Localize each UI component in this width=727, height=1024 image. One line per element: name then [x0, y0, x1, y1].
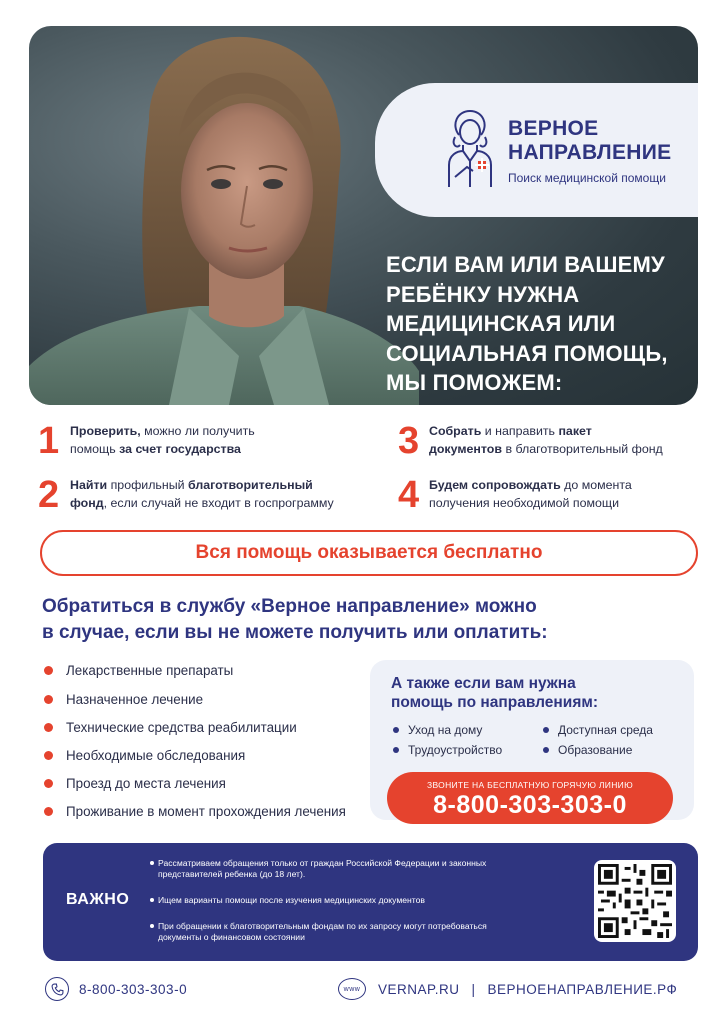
- brand-name-line1: ВЕРНОЕ: [508, 117, 599, 140]
- www-globe-icon: www: [338, 978, 366, 1000]
- list-item: Технические средства реабилитации: [44, 718, 297, 736]
- important-note: Рассматриваем обращения только от граждан Российской Федерации и законных представителей ребенка (до 18 лет).: [158, 858, 487, 879]
- step-text: Найти профильный благотворительный фонд, если случай не входит в госпрограмму: [70, 478, 334, 510]
- list-item: Проезд до места лечения: [44, 774, 226, 792]
- bullet-icon: [44, 695, 53, 704]
- headline-line: МЫ ПОМОЖЕМ:: [386, 370, 563, 395]
- footer-websites: [338, 976, 677, 1002]
- qr-code[interactable]: [594, 860, 676, 942]
- headline-line: РЕБЁНКУ НУЖНА: [386, 281, 580, 307]
- site-link-vernap[interactable]: VERNAP.RU: [378, 981, 460, 997]
- hero-headline: [386, 250, 698, 398]
- direction-item: Доступная среда: [543, 723, 653, 737]
- additional-directions-title: А также если вам нужна помощь по направлениям:: [391, 675, 598, 711]
- list-item: Лекарственные препараты: [44, 661, 233, 679]
- contact-title: [42, 594, 682, 646]
- list-item: Необходимые обследования: [44, 746, 245, 764]
- contact-title-line: Обратиться в службу «Верное направление» можно: [42, 596, 537, 617]
- step-text: Будем сопровождать до момента получения необходимой помощи: [429, 478, 632, 510]
- bullet-icon: [44, 723, 53, 732]
- brand-name-line2: НАПРАВЛЕНИЕ: [508, 141, 672, 164]
- bullet-icon: [44, 751, 53, 760]
- site-link-rf[interactable]: ВЕРНОЕНАПРАВЛЕНИЕ.РФ: [487, 981, 678, 997]
- step-text: Собрать и направить пакет документов в благотворительный фонд: [429, 424, 663, 456]
- hotline-button[interactable]: [387, 772, 673, 824]
- important-label: ВАЖНО: [66, 891, 130, 908]
- step-number: 2: [38, 474, 60, 516]
- contact-title-line: в случае, если вы не можете получить или оплатить:: [42, 622, 548, 643]
- direction-item: Трудоустройство: [393, 743, 502, 757]
- bullet-icon: [44, 779, 53, 788]
- free-help-text: Вся помощь оказывается бесплатно: [195, 542, 543, 563]
- hotline-label: ЗВОНИТЕ НА БЕСПЛАТНУЮ ГОРЯЧУЮ ЛИНИЮ: [427, 780, 633, 790]
- footer-phone[interactable]: [45, 976, 187, 1002]
- step-number: 1: [38, 420, 60, 462]
- step-number: 4: [398, 474, 420, 516]
- footer-separator: |: [471, 981, 476, 997]
- step-text: Проверить, можно ли получить помощь за счет государства: [70, 424, 255, 456]
- important-panel: [43, 843, 698, 961]
- bullet-icon: [393, 747, 399, 753]
- list-item: Назначенное лечение: [44, 690, 203, 708]
- logo-card: [375, 83, 698, 217]
- bullet-icon: [543, 727, 549, 733]
- bullet-icon: [44, 666, 53, 675]
- woman-photo: [29, 26, 419, 405]
- bullet-icon: [543, 747, 549, 753]
- step-number: 3: [398, 420, 420, 462]
- headline-line: ЕСЛИ ВАМ ИЛИ ВАШЕМУ: [386, 252, 665, 277]
- brand-name: [508, 117, 671, 165]
- qr-code-image: [598, 864, 672, 938]
- bullet-icon: [393, 727, 399, 733]
- bullet-icon: [44, 807, 53, 816]
- doctor-logo-icon: [441, 105, 499, 189]
- hotline-number: 8-800-303-303-0: [433, 791, 627, 819]
- brand-tagline: Поиск медицинской помощи: [508, 171, 666, 185]
- important-note: При обращении к благотворительным фондам по их запросу могут потребоваться документы о финансовом состоянии: [158, 921, 487, 942]
- headline-line: МЕДИЦИНСКАЯ ИЛИ: [386, 311, 616, 336]
- important-note: Ищем варианты помощи после изучения медицинских документов: [158, 895, 425, 905]
- phone-icon: [45, 977, 69, 1001]
- footer-phone-number: 8-800-303-303-0: [79, 981, 188, 997]
- direction-item: Образование: [543, 743, 632, 757]
- headline-line: СОЦИАЛЬНАЯ ПОМОЩЬ,: [386, 340, 668, 366]
- direction-item: Уход на дому: [393, 723, 482, 737]
- free-help-banner: [40, 530, 698, 576]
- hero-banner: [29, 26, 698, 405]
- list-item: Проживание в момент прохождения лечения: [44, 802, 346, 820]
